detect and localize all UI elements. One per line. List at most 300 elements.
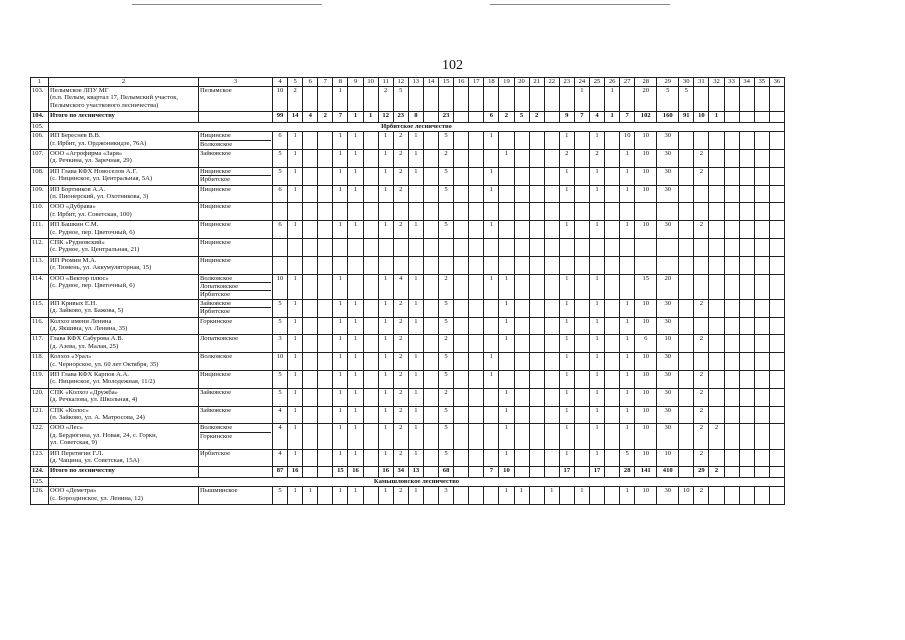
value-cell: 1 bbox=[559, 274, 574, 299]
value-cell: 10 bbox=[635, 317, 657, 335]
value-cell bbox=[318, 353, 333, 371]
organization-line: ИП Береснев В.В. bbox=[50, 132, 101, 140]
value-cell: 10 bbox=[273, 353, 288, 371]
value-cell bbox=[423, 87, 438, 112]
value-cell bbox=[605, 370, 620, 388]
value-cell bbox=[754, 274, 769, 299]
organization-line: ООО «Лес» bbox=[50, 424, 83, 432]
value-cell bbox=[679, 424, 694, 449]
forestry-name bbox=[199, 335, 273, 353]
value-cell: 410 bbox=[657, 467, 679, 478]
value-cell bbox=[529, 424, 544, 449]
forestry-name bbox=[199, 132, 273, 150]
organization-line: (д. Азева, ул. Малая, 25) bbox=[50, 342, 119, 350]
value-cell bbox=[514, 87, 529, 112]
value-cell bbox=[303, 467, 318, 478]
value-cell: 1 bbox=[559, 388, 574, 406]
value-cell: 1 bbox=[620, 487, 635, 505]
value-cell: 1 bbox=[589, 449, 604, 467]
organization-line: (с. Ницинское, ул. Молодежная, 11/2) bbox=[50, 378, 155, 386]
row-number: 110. bbox=[31, 203, 49, 221]
value-cell bbox=[739, 87, 754, 112]
value-cell bbox=[318, 87, 333, 112]
value-cell: 1 bbox=[348, 185, 363, 203]
value-cell bbox=[769, 388, 784, 406]
forestry-line: Волковское bbox=[200, 275, 271, 283]
value-cell bbox=[709, 274, 724, 299]
value-cell bbox=[769, 299, 784, 317]
value-cell: 10 bbox=[635, 449, 657, 467]
value-cell: 1 bbox=[484, 221, 499, 239]
value-cell bbox=[318, 185, 333, 203]
value-cell: 1 bbox=[499, 487, 514, 505]
value-cell: 1 bbox=[288, 299, 303, 317]
organization-line: ООО «Дубрава» bbox=[50, 203, 96, 211]
value-cell: 1 bbox=[378, 167, 393, 185]
value-cell bbox=[484, 317, 499, 335]
value-cell: 10 bbox=[635, 353, 657, 371]
forestry-name bbox=[199, 185, 273, 203]
value-cell bbox=[769, 167, 784, 185]
value-cell bbox=[423, 203, 438, 221]
organization-line: ИП Башкин С.М. bbox=[50, 221, 99, 229]
column-number: 13 bbox=[408, 78, 423, 87]
value-cell bbox=[484, 449, 499, 467]
forestry-line: Горкинское bbox=[200, 432, 233, 440]
value-cell bbox=[469, 203, 484, 221]
value-cell: 1 bbox=[620, 185, 635, 203]
value-cell bbox=[469, 274, 484, 299]
value-cell: 1 bbox=[333, 299, 348, 317]
value-cell: 34 bbox=[393, 467, 408, 478]
value-cell: 1 bbox=[333, 167, 348, 185]
value-cell: 2 bbox=[393, 370, 408, 388]
value-cell bbox=[318, 335, 333, 353]
value-cell bbox=[514, 353, 529, 371]
value-cell bbox=[724, 221, 739, 239]
forestry-name bbox=[199, 221, 273, 239]
value-cell: 1 bbox=[348, 388, 363, 406]
value-cell bbox=[754, 299, 769, 317]
forestry-name bbox=[199, 388, 273, 406]
value-cell: 1 bbox=[378, 370, 393, 388]
value-cell: 5 bbox=[273, 370, 288, 388]
value-cell bbox=[363, 335, 378, 353]
value-cell bbox=[559, 238, 574, 256]
value-cell bbox=[754, 424, 769, 449]
forestry-line: Ницинское bbox=[200, 185, 231, 193]
value-cell bbox=[605, 167, 620, 185]
forestry-name bbox=[199, 353, 273, 371]
value-cell bbox=[469, 487, 484, 505]
value-cell bbox=[769, 149, 784, 167]
value-cell bbox=[724, 406, 739, 424]
value-cell: 1 bbox=[333, 185, 348, 203]
value-cell bbox=[709, 353, 724, 371]
value-cell bbox=[514, 149, 529, 167]
value-cell bbox=[514, 424, 529, 449]
value-cell: 6 bbox=[273, 132, 288, 150]
value-cell: 102 bbox=[635, 112, 657, 123]
forestry-line: Лопатковское bbox=[200, 283, 271, 291]
value-cell bbox=[333, 203, 348, 221]
value-cell: 10 bbox=[635, 406, 657, 424]
value-cell: 1 bbox=[288, 406, 303, 424]
value-cell: 1 bbox=[288, 353, 303, 371]
value-cell: 30 bbox=[657, 388, 679, 406]
value-cell: 1 bbox=[348, 299, 363, 317]
value-cell bbox=[724, 370, 739, 388]
value-cell bbox=[303, 388, 318, 406]
value-cell: 1 bbox=[333, 424, 348, 449]
forestry-line: Ирбитское bbox=[200, 308, 231, 316]
value-cell: 68 bbox=[439, 467, 454, 478]
value-cell bbox=[754, 487, 769, 505]
column-number: 29 bbox=[657, 78, 679, 87]
value-cell: 5 bbox=[439, 449, 454, 467]
value-cell: 5 bbox=[393, 87, 408, 112]
value-cell bbox=[679, 238, 694, 256]
organization-line: (с. Рудное, ул. Центральная, 21) bbox=[50, 246, 140, 254]
value-cell: 2 bbox=[529, 112, 544, 123]
value-cell: 2 bbox=[694, 167, 709, 185]
value-cell bbox=[739, 449, 754, 467]
value-cell: 4 bbox=[303, 112, 318, 123]
value-cell: 5 bbox=[439, 167, 454, 185]
value-cell bbox=[348, 238, 363, 256]
value-cell: 15 bbox=[333, 467, 348, 478]
table-row bbox=[31, 370, 785, 388]
table-row bbox=[31, 335, 785, 353]
forestry-line: Горкинское bbox=[200, 317, 233, 325]
value-cell bbox=[439, 203, 454, 221]
organization-line: (г. Ирбит, ул. Советская, 100) bbox=[50, 210, 132, 218]
value-cell: 5 bbox=[439, 132, 454, 150]
value-cell: 1 bbox=[333, 132, 348, 150]
value-cell bbox=[709, 203, 724, 221]
value-cell bbox=[724, 238, 739, 256]
forestry-name bbox=[199, 274, 273, 299]
value-cell bbox=[484, 256, 499, 274]
value-cell bbox=[769, 370, 784, 388]
value-cell: 1 bbox=[348, 317, 363, 335]
value-cell bbox=[574, 132, 589, 150]
value-cell bbox=[363, 317, 378, 335]
value-cell: 1 bbox=[589, 335, 604, 353]
value-cell: 1 bbox=[378, 221, 393, 239]
value-cell bbox=[378, 238, 393, 256]
value-cell bbox=[514, 335, 529, 353]
value-cell bbox=[423, 256, 438, 274]
value-cell bbox=[724, 467, 739, 478]
value-cell bbox=[303, 299, 318, 317]
value-cell bbox=[363, 221, 378, 239]
value-cell bbox=[724, 274, 739, 299]
value-cell bbox=[574, 256, 589, 274]
value-cell: 1 bbox=[288, 132, 303, 150]
value-cell: 1 bbox=[288, 274, 303, 299]
value-cell: 6 bbox=[635, 335, 657, 353]
value-cell bbox=[724, 112, 739, 123]
forestry-line: Ницинское bbox=[200, 203, 231, 211]
row-number: 121. bbox=[31, 406, 49, 424]
value-cell: 1 bbox=[348, 112, 363, 123]
value-cell: 2 bbox=[393, 299, 408, 317]
value-cell bbox=[469, 467, 484, 478]
forestry-name bbox=[199, 203, 273, 221]
value-cell bbox=[514, 299, 529, 317]
value-cell bbox=[769, 424, 784, 449]
organization-line: (с. Чернорское, ул. 60 лет Октября, 35) bbox=[50, 360, 159, 368]
value-cell bbox=[454, 203, 469, 221]
value-cell: 2 bbox=[694, 487, 709, 505]
value-cell bbox=[679, 388, 694, 406]
value-cell bbox=[363, 256, 378, 274]
organization-name bbox=[49, 406, 199, 424]
value-cell bbox=[589, 487, 604, 505]
value-cell bbox=[544, 238, 559, 256]
value-cell bbox=[739, 335, 754, 353]
value-cell bbox=[514, 167, 529, 185]
value-cell bbox=[559, 203, 574, 221]
value-cell: 1 bbox=[288, 167, 303, 185]
value-cell bbox=[529, 256, 544, 274]
value-cell bbox=[544, 449, 559, 467]
organization-line: ул. Советская, 9) bbox=[50, 439, 98, 447]
value-cell bbox=[303, 335, 318, 353]
value-cell: 1 bbox=[333, 370, 348, 388]
value-cell: 10 bbox=[694, 112, 709, 123]
forestry-line: Зайковское bbox=[200, 388, 232, 396]
organization-line: ООО «Вектор плюс» bbox=[50, 274, 109, 282]
table-row bbox=[31, 299, 785, 317]
value-cell bbox=[303, 203, 318, 221]
value-cell bbox=[529, 299, 544, 317]
value-cell bbox=[318, 317, 333, 335]
value-cell bbox=[469, 299, 484, 317]
value-cell: 1 bbox=[288, 449, 303, 467]
value-cell: 10 bbox=[635, 370, 657, 388]
value-cell: 1 bbox=[378, 317, 393, 335]
value-cell bbox=[454, 299, 469, 317]
value-cell: 2 bbox=[694, 299, 709, 317]
value-cell: 2 bbox=[439, 388, 454, 406]
value-cell: 1 bbox=[408, 132, 423, 150]
value-cell: 30 bbox=[657, 132, 679, 150]
value-cell bbox=[363, 149, 378, 167]
organization-name bbox=[49, 87, 199, 112]
value-cell: 1 bbox=[333, 353, 348, 371]
value-cell bbox=[318, 167, 333, 185]
value-cell bbox=[423, 274, 438, 299]
value-cell: 1 bbox=[589, 274, 604, 299]
value-cell: 3 bbox=[439, 487, 454, 505]
value-cell bbox=[544, 87, 559, 112]
value-cell: 9 bbox=[559, 112, 574, 123]
column-number: 8 bbox=[333, 78, 348, 87]
organization-name bbox=[49, 274, 199, 299]
value-cell bbox=[605, 406, 620, 424]
value-cell bbox=[589, 203, 604, 221]
value-cell: 7 bbox=[484, 467, 499, 478]
value-cell: 1 bbox=[620, 406, 635, 424]
value-cell bbox=[303, 353, 318, 371]
value-cell: 1 bbox=[408, 299, 423, 317]
organization-line: (с. Рудное, пер. Цветочный, 6) bbox=[50, 228, 135, 236]
forestry-name bbox=[199, 449, 273, 467]
value-cell: 14 bbox=[288, 112, 303, 123]
value-cell: 1 bbox=[378, 185, 393, 203]
column-number: 18 bbox=[484, 78, 499, 87]
value-cell: 1 bbox=[484, 185, 499, 203]
row-number: 112. bbox=[31, 238, 49, 256]
value-cell: 1 bbox=[333, 487, 348, 505]
value-cell bbox=[679, 149, 694, 167]
value-cell bbox=[499, 256, 514, 274]
value-cell: 2 bbox=[589, 149, 604, 167]
value-cell bbox=[769, 185, 784, 203]
value-cell bbox=[605, 274, 620, 299]
value-cell: 4 bbox=[393, 274, 408, 299]
value-cell bbox=[709, 487, 724, 505]
column-number: 11 bbox=[378, 78, 393, 87]
value-cell: 2 bbox=[559, 149, 574, 167]
row-number: 118. bbox=[31, 353, 49, 371]
value-cell: 10 bbox=[635, 388, 657, 406]
value-cell: 10 bbox=[679, 487, 694, 505]
column-number: 19 bbox=[499, 78, 514, 87]
value-cell: 1 bbox=[484, 370, 499, 388]
value-cell bbox=[514, 317, 529, 335]
row-number: 104. bbox=[31, 112, 49, 123]
value-cell bbox=[423, 353, 438, 371]
organization-name bbox=[49, 238, 199, 256]
value-cell: 1 bbox=[303, 487, 318, 505]
value-cell bbox=[739, 185, 754, 203]
value-cell bbox=[454, 112, 469, 123]
value-cell: 1 bbox=[589, 221, 604, 239]
value-cell: 5 bbox=[620, 449, 635, 467]
value-cell bbox=[605, 335, 620, 353]
value-cell bbox=[454, 132, 469, 150]
organization-name bbox=[49, 185, 199, 203]
value-cell bbox=[454, 317, 469, 335]
value-cell bbox=[574, 274, 589, 299]
value-cell: 5 bbox=[679, 87, 694, 112]
value-cell bbox=[469, 149, 484, 167]
value-cell bbox=[303, 370, 318, 388]
value-cell: 5 bbox=[273, 167, 288, 185]
column-number: 21 bbox=[529, 78, 544, 87]
value-cell: 10 bbox=[657, 335, 679, 353]
column-number-row bbox=[31, 78, 785, 87]
organization-line: (д. Речкина, ул. Заречная, 29) bbox=[50, 157, 132, 165]
forestry-name bbox=[199, 370, 273, 388]
organization-line: (п. Пионерский, ул. Охотникова, 3) bbox=[50, 192, 149, 200]
value-cell: 141 bbox=[635, 467, 657, 478]
value-cell bbox=[423, 112, 438, 123]
value-cell bbox=[348, 256, 363, 274]
register-table bbox=[30, 77, 785, 505]
value-cell bbox=[469, 256, 484, 274]
organization-name bbox=[49, 167, 199, 185]
value-cell: 2 bbox=[393, 221, 408, 239]
value-cell bbox=[454, 406, 469, 424]
value-cell bbox=[605, 487, 620, 505]
value-cell bbox=[454, 87, 469, 112]
value-cell: 2 bbox=[393, 388, 408, 406]
value-cell: 4 bbox=[273, 449, 288, 467]
value-cell: 1 bbox=[348, 487, 363, 505]
forestry-line: Зайковское bbox=[200, 300, 271, 308]
value-cell: 5 bbox=[439, 424, 454, 449]
value-cell: 30 bbox=[657, 299, 679, 317]
organization-line: (д. Бердюгина, ул. Новая, 24, с. Горки, bbox=[50, 431, 158, 439]
value-cell bbox=[635, 203, 657, 221]
row-number: 114. bbox=[31, 274, 49, 299]
organization-line: (д. Зайково, ул. Бажова, 5) bbox=[50, 307, 124, 315]
table-row bbox=[31, 406, 785, 424]
value-cell bbox=[408, 203, 423, 221]
value-cell: 6 bbox=[273, 185, 288, 203]
value-cell bbox=[754, 167, 769, 185]
value-cell bbox=[605, 185, 620, 203]
value-cell bbox=[484, 149, 499, 167]
value-cell: 5 bbox=[439, 370, 454, 388]
value-cell bbox=[709, 317, 724, 335]
value-cell: 1 bbox=[333, 87, 348, 112]
value-cell: 1 bbox=[348, 406, 363, 424]
organization-line: Итого по лесничеству bbox=[50, 467, 115, 475]
value-cell bbox=[694, 274, 709, 299]
column-number: 4 bbox=[273, 78, 288, 87]
value-cell: 1 bbox=[348, 132, 363, 150]
value-cell bbox=[454, 256, 469, 274]
value-cell bbox=[679, 132, 694, 150]
value-cell: 1 bbox=[288, 388, 303, 406]
value-cell: 5 bbox=[273, 317, 288, 335]
value-cell: 2 bbox=[709, 467, 724, 478]
value-cell bbox=[454, 388, 469, 406]
value-cell bbox=[544, 388, 559, 406]
value-cell bbox=[589, 256, 604, 274]
value-cell: 1 bbox=[333, 449, 348, 467]
organization-name bbox=[49, 203, 199, 221]
value-cell bbox=[363, 238, 378, 256]
table-row bbox=[31, 424, 785, 449]
organization-line: ИП Кривых Е.Н. bbox=[50, 299, 97, 307]
value-cell bbox=[605, 238, 620, 256]
value-cell bbox=[709, 221, 724, 239]
value-cell: 5 bbox=[273, 487, 288, 505]
value-cell bbox=[423, 388, 438, 406]
value-cell: 2 bbox=[439, 274, 454, 299]
organization-line: (п. Зайково, ул. А. Матросова, 24) bbox=[50, 413, 145, 421]
value-cell bbox=[469, 185, 484, 203]
value-cell bbox=[544, 424, 559, 449]
value-cell bbox=[574, 185, 589, 203]
value-cell bbox=[439, 87, 454, 112]
value-cell bbox=[724, 317, 739, 335]
value-cell bbox=[454, 221, 469, 239]
value-cell bbox=[303, 274, 318, 299]
value-cell: 1 bbox=[559, 185, 574, 203]
value-cell: 1 bbox=[559, 132, 574, 150]
value-cell: 1 bbox=[288, 370, 303, 388]
value-cell: 2 bbox=[318, 112, 333, 123]
value-cell bbox=[709, 335, 724, 353]
value-cell: 1 bbox=[620, 149, 635, 167]
